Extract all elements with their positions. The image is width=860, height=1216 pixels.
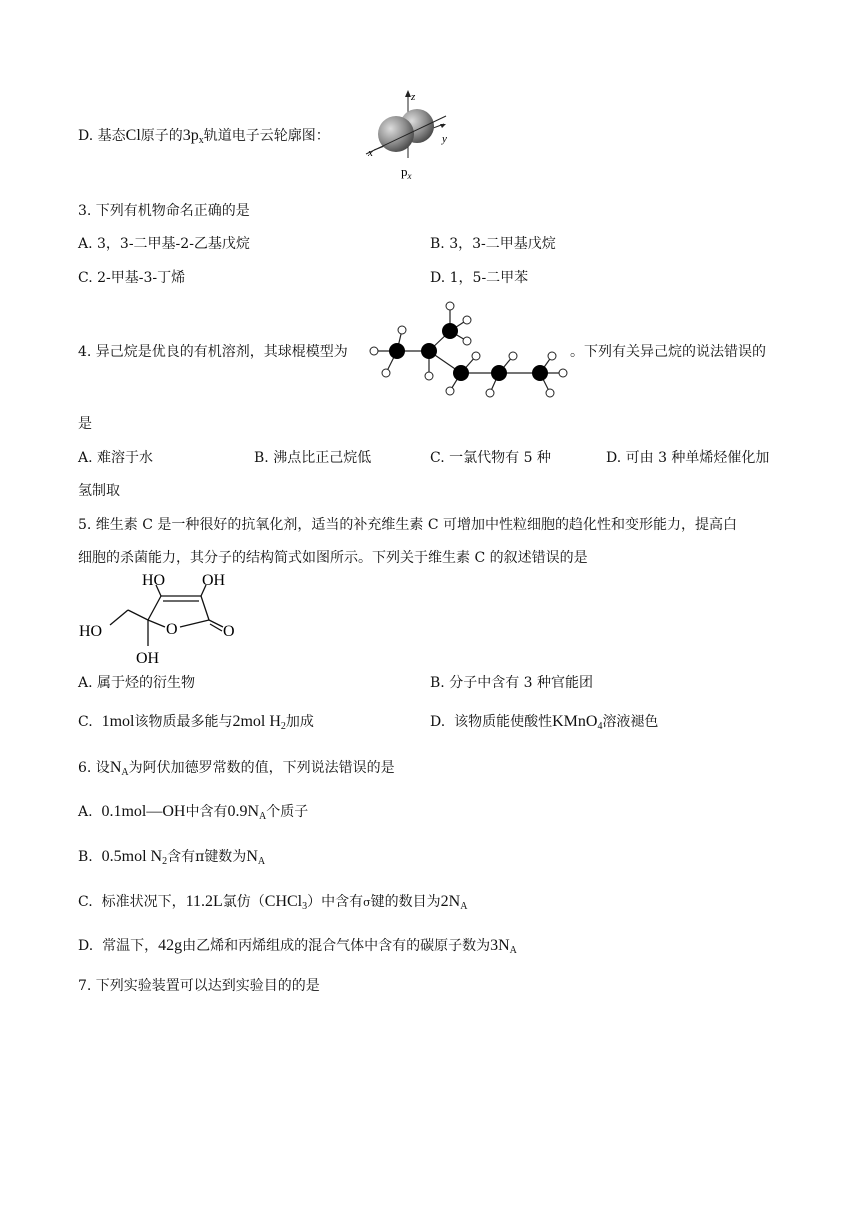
hydrogen-atom xyxy=(370,347,378,355)
option-label: B. xyxy=(78,849,93,865)
value: $2N_A$ xyxy=(440,893,468,912)
option-label: C. xyxy=(78,894,93,910)
q5-option-a: A. 属于烃的衍生物 xyxy=(78,675,196,691)
carbon-atom xyxy=(442,323,458,339)
q3-option-a: A. 3，3-二甲基-2-乙基戊烷 xyxy=(78,236,250,252)
hydrogen-atom xyxy=(425,372,433,380)
q3-stem: 3. 下列有机物命名正确的是 xyxy=(78,203,250,219)
amount: 2mol $H_2$ xyxy=(232,713,286,732)
px-label: $p_x$ xyxy=(401,164,412,181)
carbon-atom xyxy=(421,343,437,359)
text: 该物质能使酸性 xyxy=(454,714,553,730)
amount: 11.2L xyxy=(185,893,223,910)
option-label: A. xyxy=(78,804,93,820)
q5-stem-line1: 5. 维生素 C 是一种很好的抗氧化剂，适当的补充维生素 C 可增加中性粒细胞的趋化性和变形能力，提高白 xyxy=(78,517,738,533)
q6-option-d xyxy=(78,937,517,960)
vitamin-c-structure xyxy=(76,570,246,670)
q3-option-b: B. 3，3-二甲基戊烷 xyxy=(430,236,556,252)
q3-option-c: C. 2-甲基-3-丁烯 xyxy=(78,270,186,286)
text: 加成 xyxy=(285,714,314,730)
q4-stem-c: 是 xyxy=(78,416,92,432)
amount: 0.1mol—OH xyxy=(101,803,186,820)
hydroxyl-label: HO xyxy=(142,572,166,589)
q7-stem: 7. 下列实验装置可以达到实验目的的是 xyxy=(78,978,320,994)
hydrogen-atom xyxy=(548,352,556,360)
q4-option-b: B. 沸点比正己烷低 xyxy=(254,450,372,466)
hydrogen-atom xyxy=(446,302,454,310)
isohexane-ball-stick-model xyxy=(366,298,576,400)
text: ）中含有 xyxy=(307,894,364,910)
text: 溶液褪色 xyxy=(602,714,659,730)
text: 键数为 xyxy=(204,849,247,865)
q4-stem-b: 。下列有关异己烷的说法错误的 xyxy=(570,344,766,360)
hydrogen-atom xyxy=(446,387,454,395)
q2-option-d xyxy=(78,127,330,150)
q6-stem xyxy=(78,759,395,782)
carbon-atom xyxy=(532,365,548,381)
amount: 1mol xyxy=(101,713,135,730)
carbonyl-oxygen-label: O xyxy=(223,623,235,640)
hydroxyl-label: OH xyxy=(202,572,226,589)
q6-option-c xyxy=(78,893,467,916)
axis-y: y xyxy=(442,133,447,145)
hydrogen-atom xyxy=(509,352,517,360)
text: 该物质最多能与 xyxy=(134,714,233,730)
sigma-symbol: σ xyxy=(363,896,371,909)
value: $N_A$ xyxy=(246,848,266,867)
text: 基态 xyxy=(97,128,126,144)
option-label: D. xyxy=(78,938,94,954)
text: 为阿伏加德罗常数的值，下列说法错误的是 xyxy=(128,760,395,776)
q3-option-d: D. 1，5-二甲苯 xyxy=(430,270,529,286)
option-label: D. xyxy=(78,128,94,144)
q4-option-a: A. 难溶于水 xyxy=(78,450,154,466)
hydroxyl-label: OH xyxy=(136,650,160,667)
q5-option-d xyxy=(430,713,658,736)
text: 含有 xyxy=(167,849,196,865)
carbon-atom xyxy=(389,343,405,359)
q4-option-d: D. 可由 3 种单烯烃催化加 xyxy=(606,450,770,466)
pi-symbol: π xyxy=(195,849,205,865)
q5-stem-line2: 细胞的杀菌能力，其分子的结构简式如图所示。下列关于维生素 C 的叙述错误的是 xyxy=(78,550,588,566)
hydrogen-atom xyxy=(398,326,406,334)
hydrogen-atom xyxy=(472,352,480,360)
text: 氯仿（ xyxy=(222,894,265,910)
carbon-atom xyxy=(453,365,469,381)
axis-x: x xyxy=(368,147,373,159)
text: 个质子 xyxy=(266,804,309,820)
hydroxyl-label: HO xyxy=(79,623,103,640)
text: 6. 设 xyxy=(78,760,110,776)
text: 由乙烯和丙烯组成的混合气体中含有的碳原子数为 xyxy=(182,938,491,954)
ring-oxygen-label: O xyxy=(166,621,178,638)
q5-option-b: B. 分子中含有 3 种官能团 xyxy=(430,675,593,691)
formula: CHCl$_3$ xyxy=(264,893,308,912)
text: 轨道电子云轮廓图： xyxy=(203,128,330,144)
chem-cl: Cl xyxy=(125,127,141,144)
formula: KMnO$_4$ xyxy=(552,713,603,732)
hydrogen-atom xyxy=(546,389,554,397)
carbon-atom xyxy=(491,365,507,381)
q6-option-b xyxy=(78,848,265,871)
value: $0.9N_A$ xyxy=(227,803,267,822)
p-orbital-figure xyxy=(364,88,454,182)
value: $3N_A$ xyxy=(490,937,517,956)
text: 中含有 xyxy=(185,804,228,820)
q4-option-d-cont: 氢制取 xyxy=(78,483,120,499)
axis-z: z xyxy=(411,91,416,103)
q4-stem-a: 4. 异己烷是优良的有机溶剂，其球棍模型为 xyxy=(78,344,348,360)
option-label: D. xyxy=(430,714,446,730)
text: 标准状况下， xyxy=(101,894,186,910)
text: 原子的 xyxy=(140,128,183,144)
amount: 42g xyxy=(158,937,183,954)
avogadro-symbol: $N_A$ xyxy=(109,759,129,778)
hydrogen-atom xyxy=(486,389,494,397)
text: 常温下， xyxy=(102,938,159,954)
orbital-label: $3p_x$ xyxy=(182,127,204,146)
hydrogen-atom xyxy=(463,337,471,345)
hydrogen-atom xyxy=(463,316,471,324)
q4-option-c: C. 一氯代物有 5 种 xyxy=(430,450,551,466)
text: 键的数目为 xyxy=(370,894,441,910)
hydrogen-atom xyxy=(382,369,390,377)
option-label: C. xyxy=(78,714,93,730)
amount: 0.5mol $N_2$ xyxy=(101,848,168,867)
q5-option-c xyxy=(78,713,314,736)
q6-option-a xyxy=(78,803,308,826)
hydrogen-atom xyxy=(559,369,567,377)
